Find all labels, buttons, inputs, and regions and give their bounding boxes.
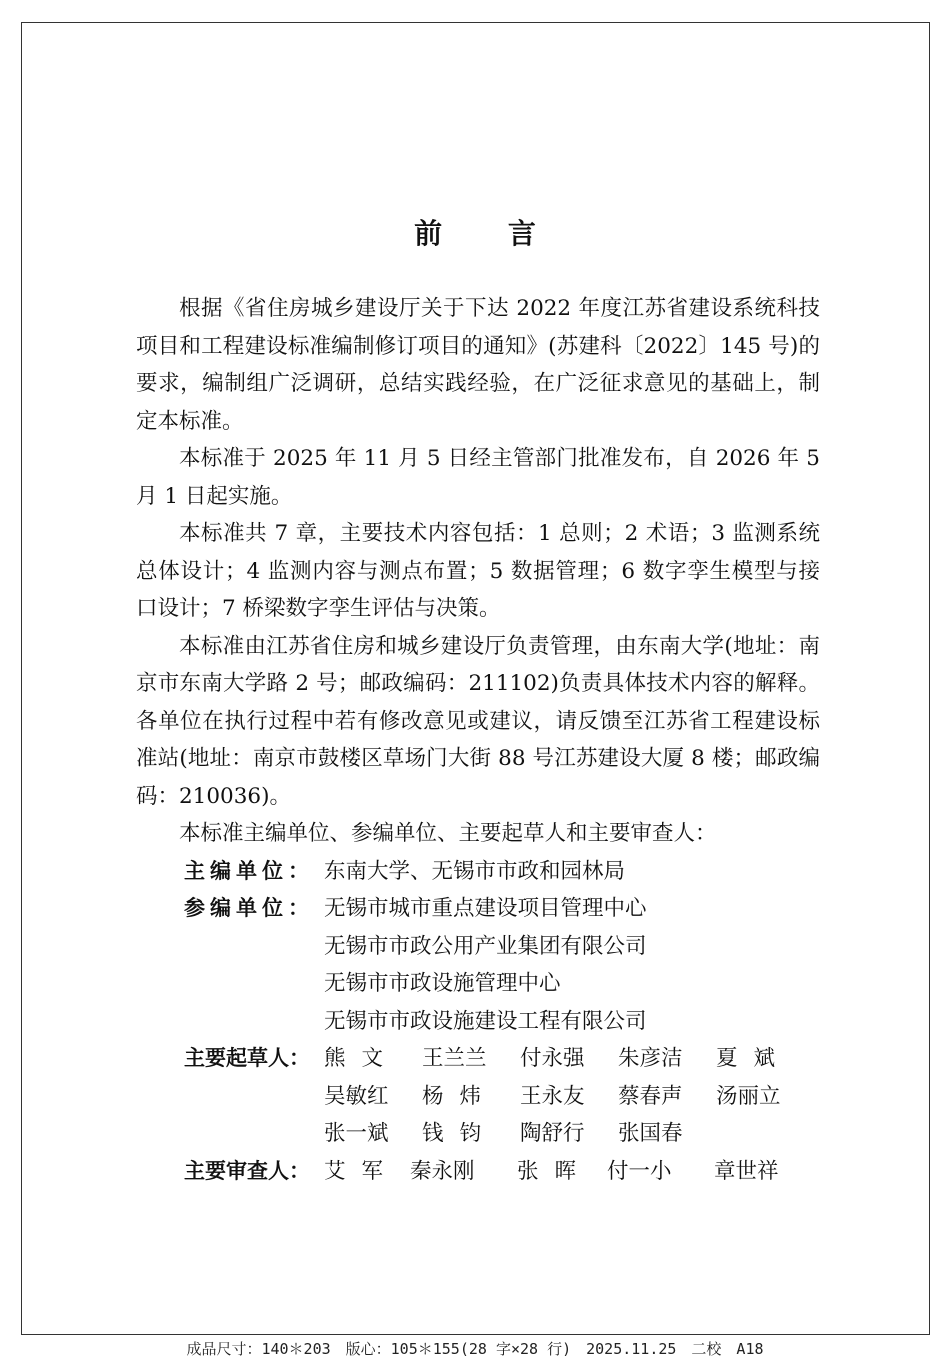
participating-unit: 无锡市市政设施建设工程有限公司	[324, 1008, 647, 1034]
participating-label: 参编单位：	[184, 896, 314, 920]
drafter-name: 钱钧	[422, 1121, 498, 1146]
drafter-name: 夏斌	[716, 1046, 792, 1071]
reviewer-name: 章世祥	[714, 1158, 779, 1184]
reviewers-label: 主要审查人：	[184, 1158, 310, 1183]
drafter-name: 王兰兰	[422, 1046, 487, 1071]
participating-row	[136, 890, 820, 1040]
paragraph-contents: 本标准共 7 章，主要技术内容包括：1 总则；2 术语；3 监测系统总体设计；4 监测内容与测点布置；5 数据管理；6 数字孪生模型与接口设计；7 桥梁数字孪生评估与决策。	[136, 521, 820, 621]
drafter-name: 王永友	[520, 1083, 585, 1109]
preface-body	[136, 290, 820, 1190]
paragraph-management: 本标准由江苏省住房和城乡建设厅负责管理，由东南大学(地址：南京市东南大学路 2 号；邮政编码：211102)负责具体技术内容的解释。各单位在执行过程中若有修改意见或建议，请反馈至江苏省工程建设标准站(地址：南京市鼓楼区草场门大街 88 号江苏建设大厦 8 楼；邮政编码：210036)。	[136, 633, 820, 809]
drafters-row	[136, 1040, 820, 1153]
paragraph-release: 本标准于 2025 年 11 月 5 日经主管部门批准发布，自 2026 年 5 月 1 日起实施。	[136, 446, 820, 509]
drafter-name: 杨炜	[422, 1083, 498, 1109]
reviewers-names	[324, 1153, 820, 1191]
drafter-name: 蔡春声	[618, 1083, 683, 1109]
chief-editor-row	[136, 853, 820, 891]
drafter-name: 朱彦洁	[618, 1046, 683, 1071]
reviewer-name: 张晖	[517, 1158, 593, 1184]
paragraph-basis: 根据《省住房城乡建设厅关于下达 2022 年度江苏省建设系统科技项目和工程建设标准编制修订项目的通知》(苏建科〔2022〕145 号)的要求，编制组广泛调研，总结实践经验，在广泛征求意见的基础上，制定本标准。	[136, 296, 820, 434]
chief-editor-label: 主编单位：	[184, 858, 314, 883]
reviewer-name: 付一小	[607, 1158, 672, 1184]
page-title: 前 言	[414, 217, 564, 250]
participating-unit: 无锡市城市重点建设项目管理中心	[324, 896, 647, 921]
drafter-name: 熊文	[324, 1046, 400, 1071]
drafter-name: 吴敏红	[324, 1083, 389, 1109]
participating-unit: 无锡市市政公用产业集团有限公司	[324, 933, 647, 959]
participating-unit: 无锡市市政设施管理中心	[324, 971, 561, 996]
drafter-name: 张国春	[618, 1121, 683, 1146]
chief-editor-value: 东南大学、无锡市市政和园林局	[324, 858, 626, 884]
drafter-name: 汤丽立	[716, 1083, 781, 1109]
units-list	[136, 853, 820, 1191]
drafter-name: 陶舒行	[520, 1121, 585, 1146]
drafter-name: 张一斌	[324, 1121, 389, 1146]
reviewers-row	[136, 1153, 820, 1191]
reviewer-name: 秦永刚	[410, 1158, 475, 1184]
drafters-label: 主要起草人：	[184, 1046, 310, 1070]
print-spec-footer: 成品尺寸：140＊203 版心：105＊155(28 字×28 行) 2025.11.25 二校 A18	[186, 1340, 764, 1358]
drafters-names	[324, 1040, 820, 1153]
paragraph-units-intro: 本标准主编单位、参编单位、主要起草人和主要审查人：	[179, 821, 717, 846]
drafter-name: 付永强	[520, 1046, 585, 1071]
reviewer-name: 艾军	[324, 1158, 400, 1184]
